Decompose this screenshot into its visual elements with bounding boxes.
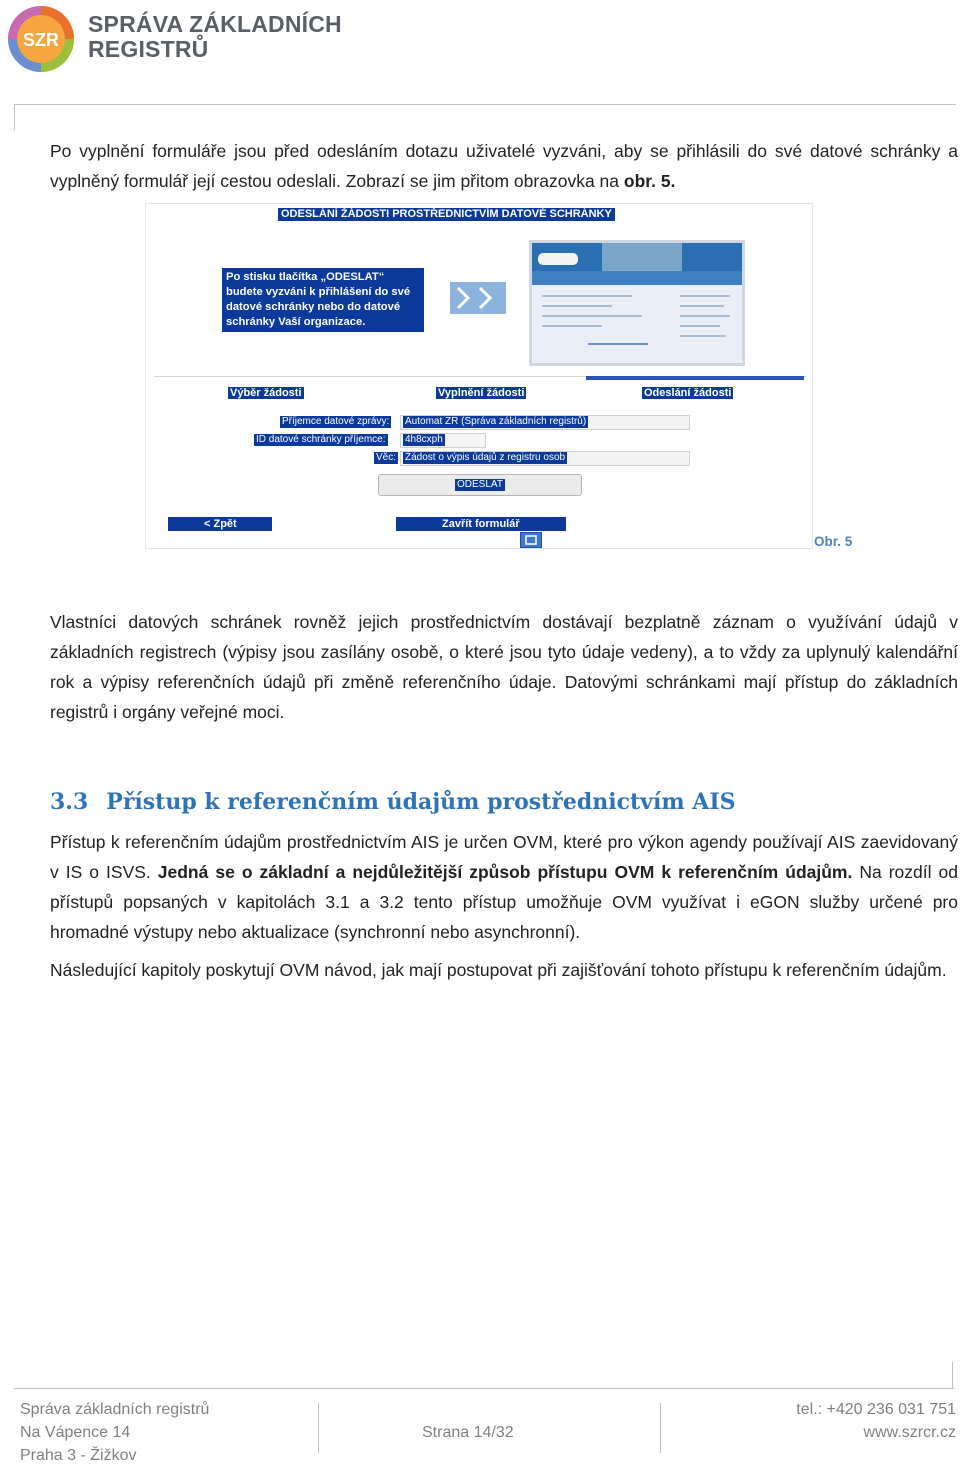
thumbnail-line: [542, 325, 602, 327]
thumbnail-line: [680, 295, 730, 297]
paragraph-ais-text-a: Přístup k referenčním údajům prostřednictvím AIS je určen OVM, které pro výkon agendy používají AIS zaevidovaný v IS o ISVS.: [50, 832, 958, 882]
thumbnail-line: [680, 325, 720, 327]
figure-caption: Obr. 5: [814, 534, 853, 549]
thumbnail-line: [542, 315, 642, 317]
footer-city: Praha 3 - Žižkov: [20, 1447, 137, 1464]
thumbnail-nav: [532, 271, 742, 285]
footer-separator: [660, 1403, 661, 1453]
section-number: 3.3: [50, 789, 89, 815]
paragraph-ais-access: [50, 827, 958, 947]
szr-logo-icon: [6, 4, 76, 74]
tab-request-sending[interactable]: Odeslání žádosti: [644, 387, 732, 399]
paragraph-intro-text: Po vyplnění formuláře jsou před odesláním dotazu uživatelé vyzváni, aby se přihlásili do své datové schránky a vyplněný formulář její cestou odeslali. Zobrazí se jim přitom obrazovka na: [50, 141, 958, 191]
paragraph-intro: [50, 136, 958, 196]
paragraph-next-chapters: Následující kapitoly poskytují OVM návod, jak mají postupovat při zajišťování tohoto přístupu k referenčním údajům.: [50, 960, 947, 980]
section-heading: [50, 786, 736, 818]
box-id-field[interactable]: [400, 433, 486, 448]
close-form-button[interactable]: Zavřít formulář: [396, 517, 566, 531]
header-divider: [14, 104, 956, 105]
footer-street: Na Vápence 14: [20, 1424, 131, 1441]
logo-abbr: SZR: [23, 30, 59, 50]
paragraph-ais-text-c: Na rozdíl od přístupů popsaných v kapitolách 3.1 a 3.2 tento přístup umožňuje OVM využívat i eGON služby určené pro hromadné výstupy nebo aktualizace (synchronní nebo asynchronní).: [50, 862, 958, 942]
box-id-label: ID datové schránky příjemce:: [256, 434, 386, 445]
figure-title: ODESLÁNÍ ŽÁDOSTI PROSTŘEDNICTVÍM DATOVÉ SCHRÁNKY: [278, 208, 615, 221]
back-button[interactable]: < Zpět: [168, 517, 272, 531]
section-title: Přístup k referenčním údajům prostřednictvím AIS: [106, 789, 736, 815]
window-restore-icon[interactable]: [520, 532, 542, 548]
footer-divider-tick: [952, 1362, 953, 1388]
recipient-value: Automat ZR (Správa základních registrů): [405, 416, 587, 427]
figure-screenshot: [146, 204, 812, 548]
paragraph-ais-emphasis: Jedná se o základní a nejdůležitější způsob přístupu OVM k referenčním údajům.: [157, 862, 853, 882]
tab-request-filling[interactable]: Vyplnění žádosti: [438, 387, 525, 399]
send-button[interactable]: [378, 474, 582, 496]
active-tab-indicator: [586, 376, 804, 380]
thumbnail-line: [542, 295, 632, 297]
figure-note: Po stisku tlačítka „ODESLAT“ budete vyzváni k přihlášení do své datové schránky nebo do datové schránky Vaší organizace.: [222, 268, 424, 332]
tab-request-selection[interactable]: Výběr žádosti: [230, 387, 302, 399]
box-id-value: 4h8cxph: [405, 434, 443, 445]
footer-divider: [14, 1388, 954, 1389]
subject-label: Věc:: [376, 452, 397, 463]
footer-separator: [318, 1403, 319, 1453]
recipient-label: Příjemce datové zprávy:: [282, 416, 390, 427]
datova-schranka-thumbnail: [529, 240, 745, 366]
thumbnail-logo-icon: [538, 253, 578, 265]
thumbnail-line: [542, 305, 612, 307]
chevron-right-icon: [450, 282, 506, 314]
footer-website: www.szrcr.cz: [863, 1424, 956, 1441]
subject-value: Žádost o výpis údajů z registru osob: [405, 452, 566, 463]
footer-organization: Správa základních registrů: [20, 1401, 210, 1418]
send-button-label: ODESLAT: [457, 479, 503, 490]
header-divider-tick: [14, 104, 15, 130]
paragraph-data-boxes: Vlastníci datových schránek rovněž jejich prostřednictvím dostávají bezplatně záznam o využívání údajů v základních registrech (výpisy jsou zasílány osobě, o které jsou tyto údaje vedeny), a to vždy za uplynulý kalendářní rok a výpisy referenčních údajů při změně referenčního údaje. Datovými schránkami mají přístup do základních registrů i orgány veřejné moci.: [50, 612, 958, 722]
recipient-field[interactable]: [400, 415, 690, 430]
footer-page-number: Strana 14/32: [422, 1424, 514, 1441]
thumbnail-line: [680, 335, 726, 337]
logo-line-2: REGISTRŮ: [88, 36, 209, 62]
thumbnail-line: [680, 305, 724, 307]
footer-phone: tel.: +420 236 031 751: [796, 1401, 956, 1418]
thumbnail-banner-image: [602, 243, 682, 271]
thumbnail-line: [680, 315, 730, 317]
organization-logo-text: [88, 12, 342, 62]
thumbnail-line: [588, 343, 648, 345]
subject-field[interactable]: [400, 451, 690, 466]
figure-reference: obr. 5.: [623, 171, 676, 191]
logo-line-1: SPRÁVA ZÁKLADNÍCH: [88, 11, 342, 37]
